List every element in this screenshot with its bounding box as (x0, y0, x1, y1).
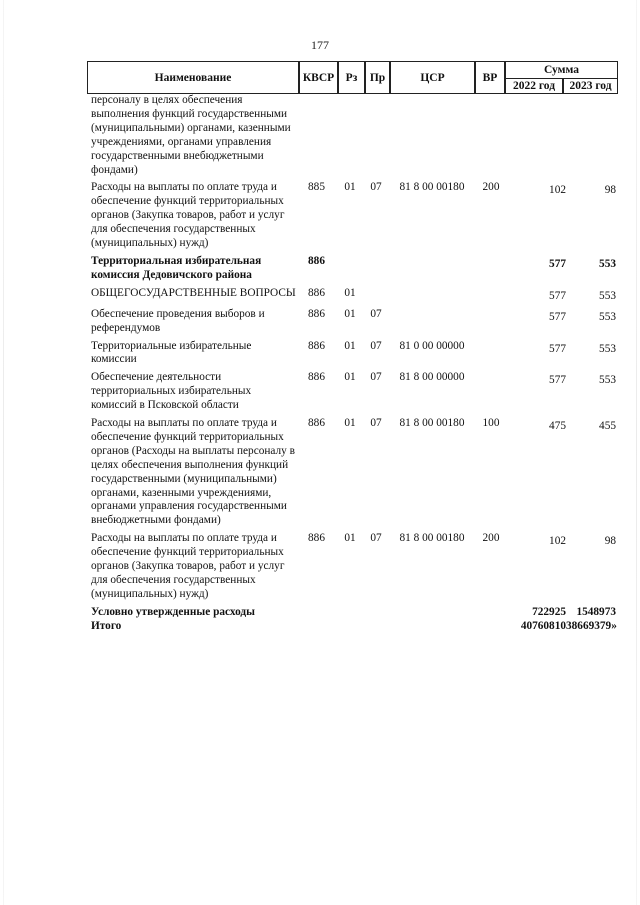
table-row-total (91, 620, 616, 634)
cell-vr: 100 (482, 417, 500, 430)
cell-csr: 81 8 00 00000 (399, 371, 465, 384)
cell-sum-2022: 722925 (532, 605, 566, 618)
cell-rz: 01 (344, 417, 356, 430)
table-row (91, 417, 616, 528)
table-row-conditional (91, 606, 616, 620)
cell-name: Условно утвержденные расходы (91, 605, 255, 618)
table-header (87, 61, 618, 94)
cell-kvsr: 886 (308, 286, 325, 299)
cell-pr: 07 (370, 339, 382, 352)
table-row (91, 371, 616, 413)
cell-sum-2022: 577 (549, 342, 566, 355)
cell-pr: 07 (370, 181, 382, 194)
cell-name: Расходы на выплаты по оплате труда и обеспечение функций территориальных органов (Закупка товаров, работ и услуг для обеспечения государственных (муниципальных) нужд) (91, 181, 285, 250)
cell-vr: 200 (482, 181, 500, 194)
cell-name: ОБЩЕГОСУДАРСТВЕННЫЕ ВОПРОСЫ (91, 286, 296, 299)
cell-kvsr: 886 (308, 371, 325, 384)
header-kvsr: КВСР (299, 61, 338, 94)
cell-pr: 07 (370, 532, 382, 545)
header-pr: Пр (365, 61, 390, 94)
header-sum: Сумма (505, 61, 618, 79)
header-year-2023: 2023 год (563, 78, 618, 94)
cell-kvsr: 886 (308, 307, 325, 320)
cell-sum-2023: 98 (604, 184, 616, 197)
cell-name: Обеспечение проведения выборов и референдумов (91, 307, 265, 334)
cell-sum-2023: 553 (599, 374, 616, 387)
cell-sum-2023: 553 (599, 342, 616, 355)
cell-sum-2023: 553 (599, 289, 616, 302)
cell-sum-2022: 102 (549, 184, 566, 197)
cell-sum-2023: 455 (599, 420, 616, 433)
header-name: Наименование (87, 61, 299, 94)
cell-kvsr: 886 (308, 532, 325, 545)
scan-edge-right (636, 0, 637, 905)
table-row (91, 532, 616, 602)
cell-kvsr: 885 (308, 181, 325, 194)
table-row (91, 181, 616, 251)
cell-pr: 07 (370, 371, 382, 384)
header-rz: Рз (338, 61, 365, 94)
header-csr: ЦСР (390, 61, 475, 94)
cell-sum-2023: 38669379» (566, 619, 617, 632)
cell-kvsr: 886 (308, 417, 325, 430)
page-number: 177 (311, 38, 329, 52)
cell-csr: 81 8 00 00180 (399, 417, 465, 430)
cell-csr: 81 0 00 00000 (399, 339, 465, 352)
cell-name: Территориальная избирательная комиссия Дедовичского района (91, 254, 262, 281)
cell-name: Территориальные избирательные комиссии (91, 339, 252, 366)
cell-csr: 81 8 00 00180 (399, 181, 465, 194)
table-row (91, 255, 616, 283)
cell-name: Расходы на выплаты по оплате труда и обеспечение функций территориальных органов (Расходы на выплаты персоналу в целях обеспечения выполнения функций государственными (муниципальными) органами, казенными учреждениями, органами управления государственными внебюджетными фондами) (91, 417, 295, 527)
cell-sum-2022: 102 (549, 535, 566, 548)
cell-pr: 07 (370, 417, 382, 430)
cell-name: персоналу в целях обеспечения выполнения функций государственными (муниципальными) органами, казенными учреждениями, органами управления государственными внебюджетными фондами) (91, 94, 291, 176)
cell-name: Обеспечение деятельности территориальных избирательных комиссий в Псковской области (91, 371, 252, 412)
cell-sum-2023: 553 (599, 310, 616, 323)
table-row (91, 340, 616, 368)
cell-sum-2022: 577 (549, 257, 566, 270)
cell-kvsr: 886 (308, 339, 325, 352)
header-vr: ВР (475, 61, 505, 94)
table-row (91, 287, 616, 304)
cell-csr: 81 8 00 00180 (399, 532, 465, 545)
cell-sum-2022: 577 (549, 289, 566, 302)
cell-pr: 07 (370, 307, 382, 320)
cell-rz: 01 (344, 532, 356, 545)
cell-sum-2022: 40760810 (520, 619, 566, 632)
cell-sum-2023: 1548973 (576, 605, 616, 618)
cell-rz: 01 (344, 371, 356, 384)
cell-sum-2022: 577 (549, 310, 566, 323)
table-body (91, 94, 616, 634)
cell-rz: 01 (344, 181, 356, 194)
cell-name: Итого (91, 619, 122, 632)
cell-sum-2022: 577 (549, 374, 566, 387)
cell-kvsr: 886 (308, 254, 325, 267)
cell-rz: 01 (344, 286, 356, 299)
cell-sum-2023: 98 (604, 535, 616, 548)
cell-sum-2022: 475 (549, 420, 566, 433)
header-year-2022: 2022 год (505, 78, 563, 94)
cell-rz: 01 (344, 307, 356, 320)
cell-sum-2023: 553 (599, 257, 616, 270)
cell-vr: 200 (482, 532, 500, 545)
scan-edge-left (3, 0, 4, 905)
cell-rz: 01 (344, 339, 356, 352)
table-row (91, 308, 616, 336)
table-row (91, 94, 616, 177)
cell-name: Расходы на выплаты по оплате труда и обеспечение функций территориальных органов (Закупка товаров, работ и услуг для обеспечения государственных (муниципальных) нужд) (91, 532, 285, 600)
